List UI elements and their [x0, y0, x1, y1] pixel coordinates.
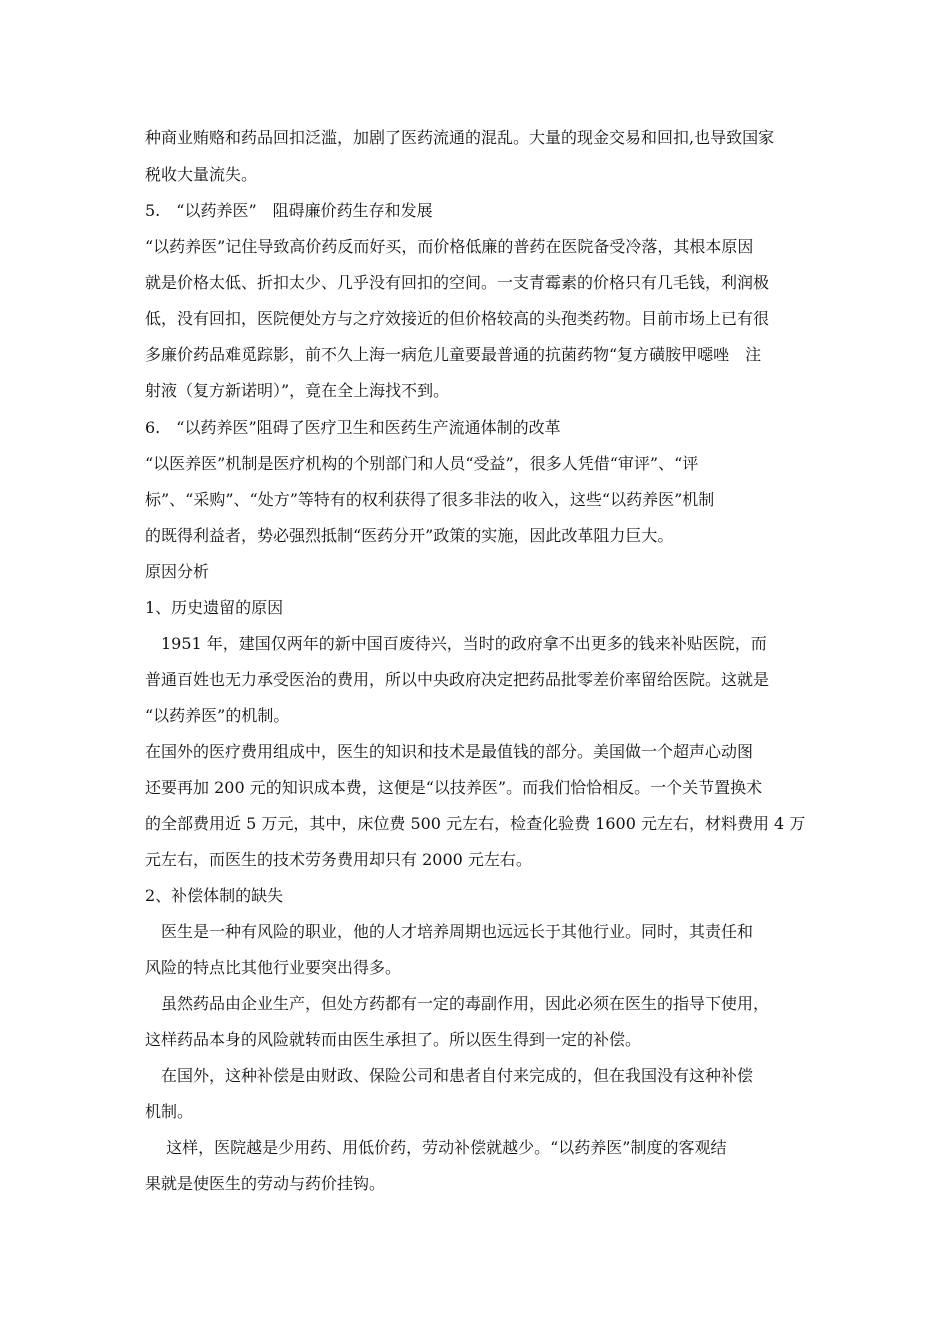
- paragraph-line: 医生是一种有风险的职业，他的人才培养周期也远远长于其他行业。同时，其责任和: [145, 922, 754, 941]
- paragraph-line: 还要再加 200 元的知识成本费，这便是“以技养医”。而我们恰恰相反。一个关节置换术: [145, 778, 763, 797]
- paragraph-line: 的既得利益者，势必强烈抵制“医药分开”政策的实施，因此改革阻力巨大。: [145, 526, 674, 545]
- subsection-heading-1: 1、历史遗留的原因: [145, 598, 284, 617]
- paragraph-line: “以药养医”的机制。: [145, 706, 290, 725]
- paragraph-line: 果就是使医生的劳动与药价挂钩。: [145, 1174, 386, 1193]
- paragraph-line: 虽然药品由企业生产，但处方药都有一定的毒副作用，因此必须在医生的指导下使用，: [145, 994, 770, 1013]
- paragraph-line: 1951 年，建国仅两年的新中国百废待兴，当时的政府拿不出更多的钱来补贴医院，而: [145, 634, 767, 653]
- paragraph-line: 在国外，这种补偿是由财政、保险公司和患者自付来完成的，但在我国没有这种补偿: [145, 1066, 754, 1085]
- section-heading-5: 5. “以药养医” 阻碍廉价药生存和发展: [145, 201, 433, 220]
- paragraph-line: 的全部费用近 5 万元，其中，床位费 500 元左右，检查化验费 1600 元左右，材料费用 4 万: [145, 814, 806, 833]
- paragraph-line: 元左右，而医生的技术劳务费用却只有 2000 元左右。: [145, 850, 532, 869]
- paragraph-line: “以医养医”机制是医疗机构的个别部门和人员“受益”，很多人凭借“审评”、“评: [145, 454, 699, 473]
- paragraph-line: 风险的特点比其他行业要突出得多。: [145, 958, 402, 977]
- paragraph-line: 低，没有回扣，医院便处方与之疗效接近的但价格较高的头孢类药物。目前市场上已有很: [145, 309, 770, 328]
- paragraph-line: 这样药品本身的风险就转而由医生承担了。所以医生得到一定的补偿。: [145, 1030, 642, 1049]
- paragraph-line: 机制。: [145, 1102, 194, 1121]
- paragraph-line: 税收大量流失。: [145, 165, 258, 184]
- paragraph-line: 多廉价药品难觅踪影，前不久上海一病危儿童要最普通的抗菌药物“复方磺胺甲噁唑 注: [145, 345, 762, 364]
- paragraph-line: 在国外的医疗费用组成中，医生的知识和技术是最值钱的部分。美国做一个超声心动图: [145, 742, 754, 761]
- subsection-heading-2: 2、补偿体制的缺失: [145, 886, 284, 905]
- section-heading-cause-analysis: 原因分析: [145, 562, 210, 581]
- paragraph-line: 这样，医院越是少用药、用低价药，劳动补偿就越少。“以药养医”制度的客观结: [145, 1138, 727, 1157]
- paragraph-line: 种商业贿赂和药品回扣泛滥，加剧了医药流通的混乱。大量的现金交易和回扣,也导致国家: [145, 128, 775, 147]
- paragraph-line: 标”、“采购”、“处方”等特有的权利获得了很多非法的收入，这些“以药养医”机制: [145, 490, 715, 509]
- paragraph-line: 射液（复方新诺明）”，竟在全上海找不到。: [145, 381, 450, 400]
- paragraph-line: 普通百姓也无力承受医治的费用，所以中央政府决定把药品批零差价率留给医院。这就是: [145, 670, 770, 689]
- section-heading-6: 6. “以药养医”阻碍了医疗卫生和医药生产流通体制的改革: [145, 418, 561, 437]
- paragraph-line: “以药养医”记住导致高价药反而好买，而价格低廉的普药在医院备受冷落，其根本原因: [145, 237, 754, 256]
- paragraph-line: 就是价格太低、折扣太少、几乎没有回扣的空间。一支青霉素的价格只有几毛钱，利润极: [145, 273, 770, 292]
